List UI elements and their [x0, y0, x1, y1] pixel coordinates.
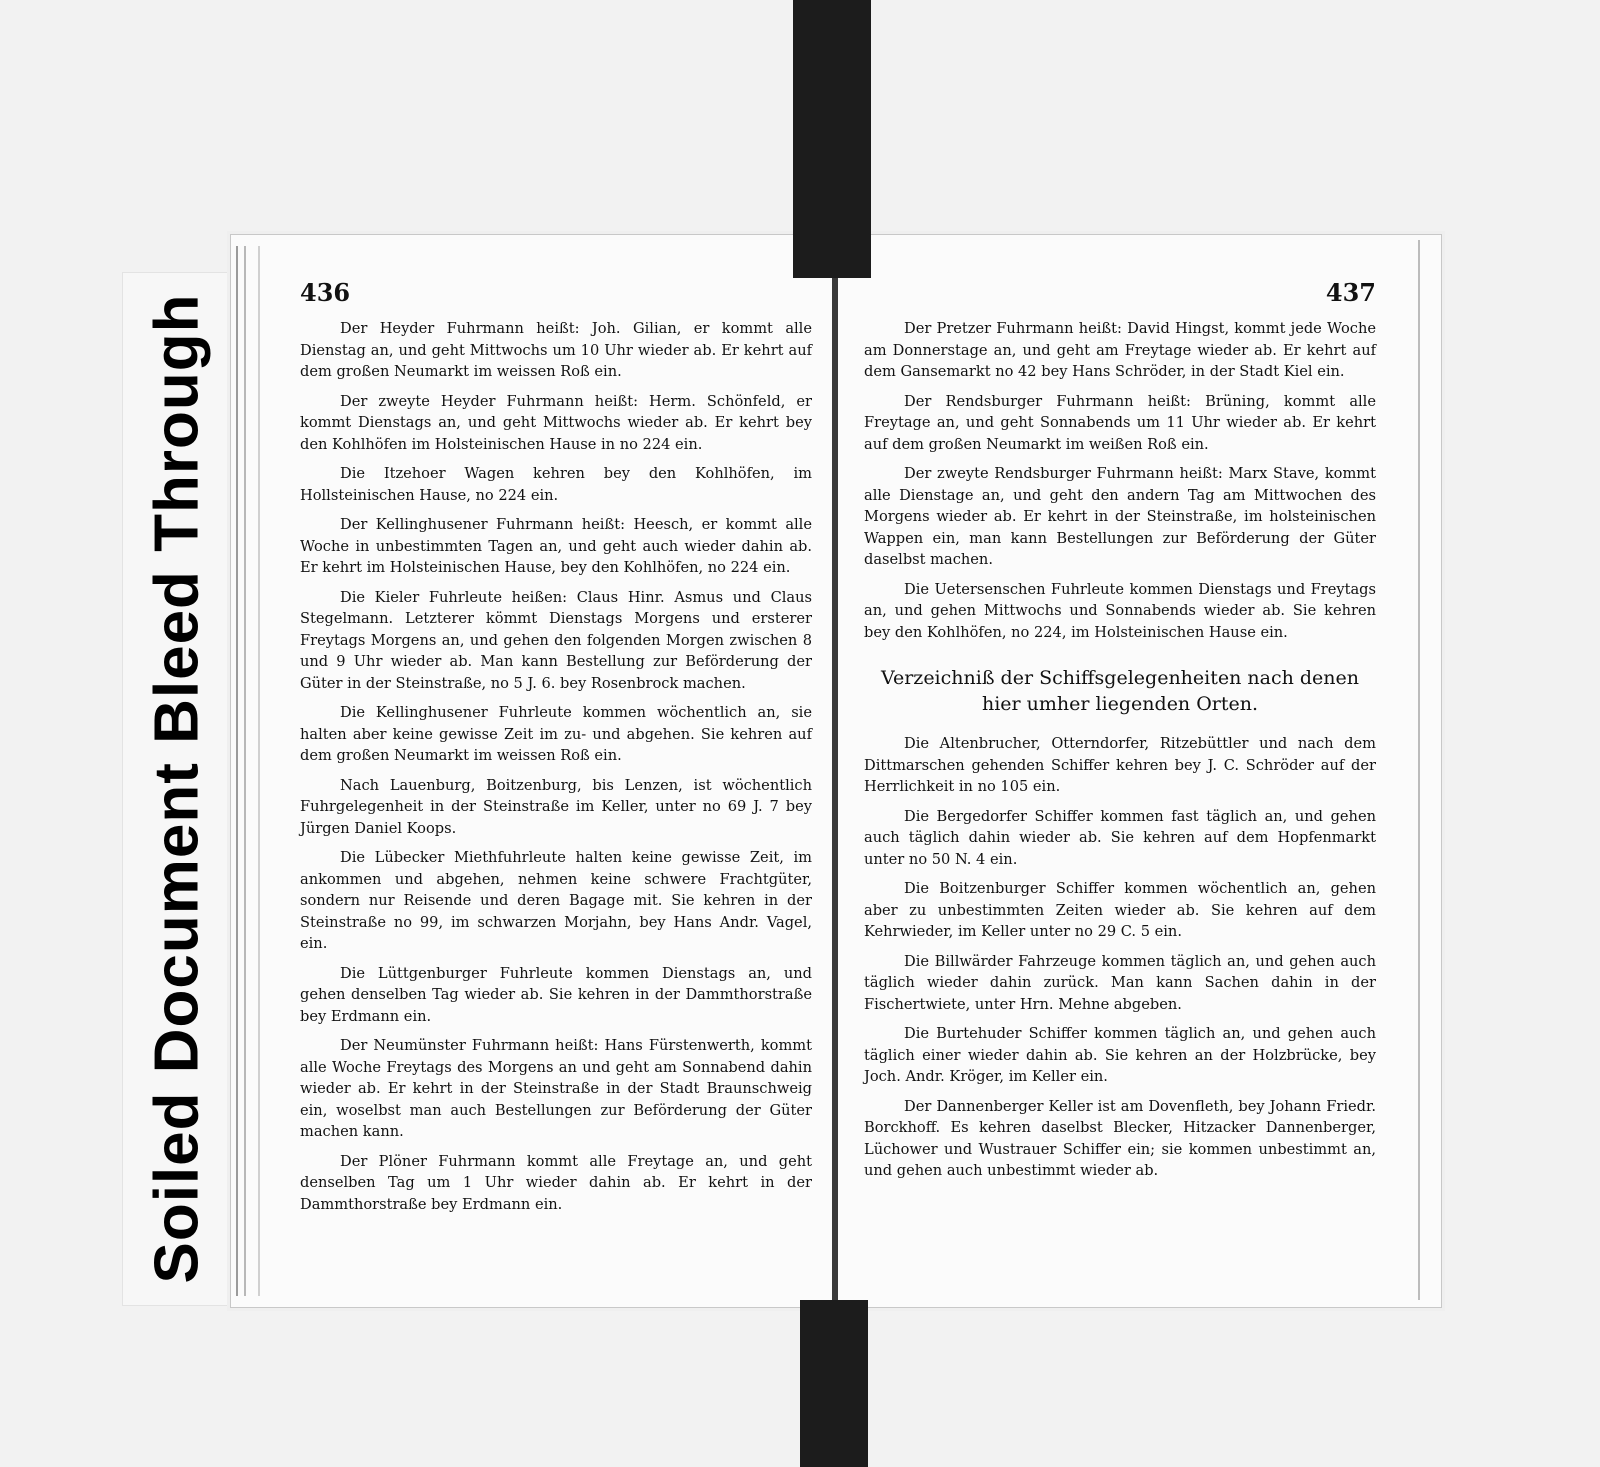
paragraph: Die Kellinghusener Fuhrleute kommen wöchentlich an, sie halten aber keine gewisse Zeit im zu- und abgehen. Sie kehren auf dem großen Neumarkt im weissen Roß ein. — [300, 704, 812, 764]
paragraph: Der Kellinghusener Fuhrmann heißt: Heesch, er kommt alle Woche in unbestimmten Tagen an, und geht auch wieder dahin ab. Er kehrt im Holsteinischen Hause, bey den Kohlhöfen, no 224 ein. — [300, 516, 812, 576]
binding-bar-bottom — [800, 1300, 868, 1467]
side-label — [122, 272, 232, 1304]
paragraph: Die Lüttgenburger Fuhrleute kommen Dienstags an, und gehen denselben Tag wieder ab. Sie kehren in der Dammthorstraße bey Erdmann ein. — [300, 964, 812, 1025]
paragraph: Die Boitzenburger Schiffer kommen wöchentlich an, gehen aber zu unbestimmten Zeiten wieder ab. Sie kehren auf dem Kehrwieder, im Keller unter no 29 C. 5 ein. — [864, 880, 1376, 940]
paragraph: Die Bergedorfer Schiffer kommen fast täglich an, und gehen auch täglich dahin wieder ab. Sie kehren auf dem Hopfenmarkt unter no 50 N. 4 ein. — [864, 807, 1376, 868]
binding-bar-top — [793, 0, 871, 278]
side-label-text: Soiled Document Bleed Through — [142, 292, 212, 1284]
paragraph: Die Billwärder Fahrzeuge kommen täglich an, und gehen auch täglich wieder dahin zurück. Man kann Sachen dahin in der Fischertwiete, unter Hrn. Mehne abgeben. — [864, 952, 1376, 1013]
paragraph: Der Dannenberger Keller ist am Dovenfleth, bey Johann Friedr. Borckhoff. Es kehren daselbst Blecker, Hitzacker Dannenberger, Lüchower und Wustrauer Schiffer ein; sie kommen unbestimmt an, und gehen auch unbestimmt wieder ab. — [864, 1097, 1376, 1179]
left-page — [300, 278, 812, 1223]
page-edges — [236, 246, 260, 1296]
paragraph: Die Uetersenschen Fuhrleute kommen Dienstags und Freytags an, und gehen Mittwochs und Sonnabends wieder ab. Sie kehren bey den Kohlhöfen, no 224, im Holsteinischen Hause ein. — [864, 580, 1376, 641]
section-heading: Verzeichniß der Schiffsgelegenheiten nach denen hier umher liegenden Orten. — [881, 667, 1359, 715]
paragraph: Die Itzehoer Wagen kehren bey den Kohlhöfen, im Hollsteinischen Hause, no 224 ein. — [300, 465, 812, 504]
page-number: 437 — [1325, 278, 1376, 307]
paragraph: Der zweyte Rendsburger Fuhrmann heißt: Marx Stave, kommt alle Dienstage an, und geht den andern Tag am Mittwochen des Morgens wieder ab. Er kehrt in der Steinstraße, im holsteinischen Wappen ein, man kann Bestellungen zur Beförderung der Güter daselbst machen. — [864, 465, 1376, 568]
paragraph: Die Altenbrucher, Otterndorfer, Ritzebüttler und nach dem Dittmarschen gehenden Schiffer kehren bey J. C. Schröder auf der Herrlichkeit in no 105 ein. — [864, 735, 1376, 795]
paragraph: Die Kieler Fuhrleute heißen: Claus Hinr. Asmus und Claus Stegelmann. Letzterer kömmt Dienstags Morgens und ersterer Freytags Morgens an, und gehen den folgenden Morgen zwischen 8 und 9 Uhr wieder ab. Man kann Bestellung zur Beförderung der Güter in der Steinstraße, no 5 J. 6. bey Rosenbrock machen. — [300, 588, 812, 692]
paragraph: Die Lübecker Miethfuhrleute halten keine gewisse Zeit, im ankommen und abgehen, nehmen keine schwere Frachtgüter, sondern nur Reisende und deren Bagage mit. Sie kehren in der Steinstraße no 99, im schwarzen Morjahn, bey Hans Andr. Vagel, ein. — [300, 849, 812, 952]
paragraph: Der Rendsburger Fuhrmann heißt: Brüning, kommt alle Freytage an, und geht Sonnabends um 11 Uhr wieder ab. Er kehrt auf dem großen Neumarkt im weißen Roß ein. — [864, 392, 1376, 453]
paragraph: Der Heyder Fuhrmann heißt: Joh. Gilian, er kommt alle Dienstag an, und geht Mittwochs um 10 Uhr wieder ab. Er kehrt auf dem großen Neumarkt im weissen Roß ein. — [300, 320, 812, 380]
right-page-edge — [1418, 240, 1430, 1300]
page-number: 436 — [300, 278, 351, 307]
paragraph: Der Neumünster Fuhrmann heißt: Hans Fürstenwerth, kommt alle Woche Freytags des Morgens an und geht am Sonnabend dahin wieder ab. Er kehrt in der Steinstraße in der Stadt Braunschweig ein, woselbst man auch Bestellungen zur Beförderung der Güter machen kann. — [300, 1037, 812, 1140]
book-spine — [832, 240, 838, 1300]
paragraph: Der Plöner Fuhrmann kommt alle Freytage an, und geht denselben Tag um 1 Uhr wieder dahin ab. Er kehrt in der Dammthorstraße bey Erdmann ein. — [300, 1152, 812, 1213]
right-page — [864, 278, 1376, 1190]
paragraph: Der Pretzer Fuhrmann heißt: David Hingst, kommt jede Woche am Donnerstage an, und geht am Freytage wieder ab. Er kehrt auf dem Gansemarkt no 42 bey Hans Schröder, in der Stadt Kiel ein. — [864, 320, 1376, 380]
paragraph: Der zweyte Heyder Fuhrmann heißt: Herm. Schönfeld, er kommt Dienstags an, und geht Mittwochs wieder ab. Er kehrt bey den Kohlhöfen im Holsteinischen Hause in no 224 ein. — [300, 392, 812, 453]
paragraph: Die Burtehuder Schiffer kommen täglich an, und gehen auch täglich einer wieder dahin ab. Sie kehren an der Holzbrücke, bey Joch. Andr. Kröger, im Keller ein. — [864, 1025, 1376, 1085]
paragraph: Nach Lauenburg, Boitzenburg, bis Lenzen, ist wöchentlich Fuhrgelegenheit in der Steinstraße im Keller, unter no 69 J. 7 bey Jürgen Daniel Koops. — [300, 776, 812, 837]
